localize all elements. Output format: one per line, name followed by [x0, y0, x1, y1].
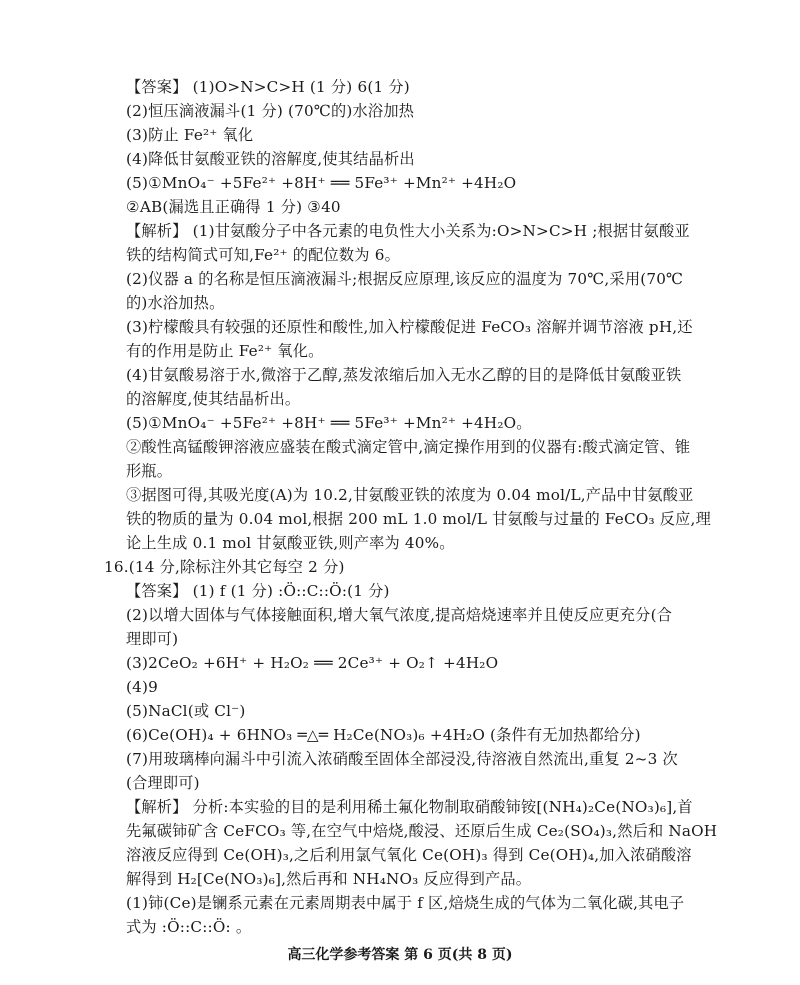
q15-answer-line-2: (2)恒压滴液漏斗(1 分) (70℃的)水浴加热: [126, 102, 415, 120]
q15-analysis-line-14: 论上生成 0.1 mol 甘氨酸亚铁,则产率为 40%。: [126, 534, 455, 552]
q15-answer-line-1: 【答案】 (1)O>N>C>H (1 分) 6(1 分): [126, 78, 410, 96]
q15-answer-line-4: (4)降低甘氨酸亚铁的溶解度,使其结晶析出: [126, 150, 415, 168]
q15-analysis-line-12: ③据图可得,其吸光度(A)为 10.2,甘氨酸亚铁的浓度为 0.04 mol/L,产品中甘氨酸亚: [126, 486, 694, 504]
q16-analysis-line-6: 式为 :Ö::C::Ö: 。: [126, 918, 252, 936]
q15-analysis-line-9: (5)①MnO₄⁻ +5Fe²⁺ +8H⁺ ══ 5Fe³⁺ +Mn²⁺ +4H₂O。: [126, 414, 532, 432]
q16-answer-line-3: 理即可): [126, 630, 179, 648]
q16-analysis-line-5: (1)铈(Ce)是镧系元素在元素周期表中属于 f 区,焙烧生成的气体为二氧化碳,其电子: [126, 894, 685, 912]
q16-analysis-line-1: 【解析】 分析:本实验的目的是利用稀土氟化物制取硝酸铈铵[(NH₄)₂Ce(NO₃)₆],首: [126, 798, 693, 816]
q16-answer-line-1: 【答案】 (1) f (1 分) :Ö::C::Ö:(1 分): [126, 582, 390, 600]
q15-answer-line-6: ②AB(漏选且正确得 1 分) ③40: [126, 198, 341, 216]
q15-analysis-line-2: 铁的结构简式可知,Fe²⁺ 的配位数为 6。: [126, 246, 400, 264]
q15-analysis-line-10: ②酸性高锰酸钾溶液应盛装在酸式滴定管中,滴定操作用到的仪器有:酸式滴定管、锥: [126, 438, 691, 456]
q15-answer-line-3: (3)防止 Fe²⁺ 氧化: [126, 126, 254, 144]
q16-analysis-line-4: 解得到 H₂[Ce(NO₃)₆],然后再和 NH₄NO₃ 反应得到产品。: [126, 870, 532, 888]
q15-analysis-line-8: 的溶解度,使其结晶析出。: [126, 390, 301, 408]
q16-answer-line-4: (3)2CeO₂ +6H⁺ + H₂O₂ ══ 2Ce³⁺ + O₂↑ +4H₂O: [126, 654, 499, 672]
q16-analysis-line-2: 先氟碳铈矿含 CeFCO₃ 等,在空气中焙烧,酸浸、还原后生成 Ce₂(SO₄)₃,然后和 NaOH: [126, 822, 718, 840]
q16-heading: 16.(14 分,除标注外其它每空 2 分): [104, 558, 345, 576]
q16-answer-line-9: (合理即可): [126, 774, 200, 792]
q15-analysis-line-1: 【解析】 (1)甘氨酸分子中各元素的电负性大小关系为:O>N>C>H ;根据甘氨酸亚: [126, 222, 690, 240]
q16-analysis-line-3: 溶液反应得到 Ce(OH)₃,之后利用氯气氧化 Ce(OH)₃ 得到 Ce(OH)₄,加入浓硝酸溶: [126, 846, 692, 864]
q15-analysis-line-4: 的)水浴加热。: [126, 294, 225, 312]
q15-analysis-line-7: (4)甘氨酸易溶于水,微溶于乙醇,蒸发浓缩后加入无水乙醇的目的是降低甘氨酸亚铁: [126, 366, 682, 384]
q15-analysis-line-6: 有的作用是防止 Fe²⁺ 氧化。: [126, 342, 324, 360]
q15-analysis-line-5: (3)柠檬酸具有较强的还原性和酸性,加入柠檬酸促进 FeCO₃ 溶解并调节溶液 pH,还: [126, 318, 693, 336]
q16-answer-line-2: (2)以增大固体与气体接触面积,增大氧气浓度,提高焙烧速率并且使反应更充分(合: [126, 606, 673, 624]
q15-answer-line-5: (5)①MnO₄⁻ +5Fe²⁺ +8H⁺ ══ 5Fe³⁺ +Mn²⁺ +4H₂O: [126, 174, 517, 192]
q16-answer-line-6: (5)NaCl(或 Cl⁻): [126, 702, 246, 720]
q16-answer-line-5: (4)9: [126, 678, 158, 696]
q15-analysis-line-13: 铁的物质的量为 0.04 mol,根据 200 mL 1.0 mol/L 甘氨酸与过量的 FeCO₃ 反应,理: [126, 510, 711, 528]
q15-analysis-line-3: (2)仪器 a 的名称是恒压滴液漏斗;根据反应原理,该反应的温度为 70℃,采用(70℃: [126, 270, 684, 288]
q15-analysis-line-11: 形瓶。: [126, 462, 173, 480]
q16-answer-line-7: (6)Ce(OH)₄ + 6HNO₃ ═△═ H₂Ce(NO₃)₆ +4H₂O (条件有无加热都给分): [126, 726, 641, 744]
page-footer: 高三化学参考答案 第 6 页(共 8 页): [287, 947, 513, 963]
q16-answer-line-8: (7)用玻璃棒向漏斗中引流入浓硝酸至固体全部浸没,待溶液自然流出,重复 2~3 次: [126, 750, 678, 768]
